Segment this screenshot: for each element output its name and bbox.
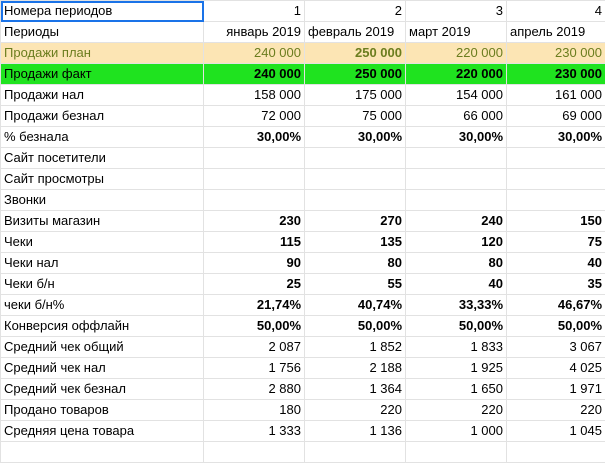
row-label[interactable]: Средний чек общий — [1, 337, 204, 358]
row-label[interactable]: Чеки нал — [1, 253, 204, 274]
table-cell[interactable]: 25 — [204, 274, 305, 295]
table-cell[interactable]: 90 — [204, 253, 305, 274]
table-row — [1, 379, 605, 400]
table-cell[interactable]: 46,67% — [507, 295, 605, 316]
table-cell[interactable] — [507, 148, 605, 169]
table-cell[interactable]: 240 000 — [204, 64, 305, 85]
empty-cell[interactable] — [204, 442, 305, 463]
table-cell[interactable]: 50,00% — [305, 316, 406, 337]
table-cell[interactable] — [305, 169, 406, 190]
row-label[interactable]: Чеки б/н — [1, 274, 204, 295]
table-cell[interactable] — [204, 169, 305, 190]
cell-period-number[interactable]: 3 — [406, 1, 507, 22]
row-label[interactable]: Продажи безнал — [1, 106, 204, 127]
table-row — [1, 85, 605, 106]
table-cell[interactable]: 230 000 — [507, 64, 605, 85]
row-label[interactable]: Сайт посетители — [1, 148, 204, 169]
table-cell[interactable]: 2 087 — [204, 337, 305, 358]
empty-cell[interactable] — [1, 442, 204, 463]
table-cell[interactable] — [507, 169, 605, 190]
table-cell[interactable]: 50,00% — [507, 316, 605, 337]
table-row — [1, 190, 605, 211]
table-row — [1, 211, 605, 232]
table-cell[interactable]: 270 — [305, 211, 406, 232]
table-cell[interactable]: 75 000 — [305, 106, 406, 127]
table-cell[interactable] — [507, 190, 605, 211]
table-cell[interactable]: 69 000 — [507, 106, 605, 127]
table-row — [1, 358, 605, 379]
table-cell[interactable]: 3 067 — [507, 337, 605, 358]
table-row — [1, 106, 605, 127]
table-cell[interactable]: 66 000 — [406, 106, 507, 127]
table-cell[interactable]: 120 — [406, 232, 507, 253]
table-row — [1, 337, 605, 358]
row-label[interactable]: Продажи факт — [1, 64, 204, 85]
table-cell[interactable]: 1 833 — [406, 337, 507, 358]
table-row — [1, 253, 605, 274]
table-cell[interactable]: 80 — [305, 253, 406, 274]
table-cell[interactable]: 1 925 — [406, 358, 507, 379]
table-row — [1, 421, 605, 442]
table-cell[interactable]: 40 — [507, 253, 605, 274]
cell-periods-numbers-label[interactable]: Номера периодов — [1, 1, 204, 22]
table-cell[interactable]: 150 — [507, 211, 605, 232]
table-cell[interactable]: 220 000 — [406, 64, 507, 85]
table-cell[interactable]: 161 000 — [507, 85, 605, 106]
cell-month[interactable]: февраль 2019 — [305, 22, 406, 43]
table-cell[interactable]: 80 — [406, 253, 507, 274]
table-row — [1, 148, 605, 169]
cell-period-number[interactable]: 1 — [204, 1, 305, 22]
table-cell[interactable]: 250 000 — [305, 64, 406, 85]
table-cell[interactable]: 250 000 — [305, 43, 406, 64]
empty-cell[interactable] — [507, 442, 605, 463]
table-cell[interactable]: 1 364 — [305, 379, 406, 400]
cell-month[interactable]: март 2019 — [406, 22, 507, 43]
table-cell[interactable]: 55 — [305, 274, 406, 295]
table-cell[interactable] — [406, 148, 507, 169]
table-cell[interactable]: 230 — [204, 211, 305, 232]
row-sales-fact — [1, 64, 605, 85]
cell-month[interactable]: январь 2019 — [204, 22, 305, 43]
table-cell[interactable] — [406, 169, 507, 190]
table-cell[interactable]: 50,00% — [406, 316, 507, 337]
table-cell[interactable]: 135 — [305, 232, 406, 253]
table-cell[interactable] — [305, 148, 406, 169]
table-cell[interactable]: 220 — [305, 400, 406, 421]
table-cell[interactable]: 2 880 — [204, 379, 305, 400]
table-cell[interactable]: 115 — [204, 232, 305, 253]
row-sales-plan — [1, 43, 605, 64]
table-cell[interactable] — [204, 190, 305, 211]
cell-periods-label[interactable]: Периоды — [1, 22, 204, 43]
table-cell[interactable]: 220 — [406, 400, 507, 421]
table-cell[interactable]: 35 — [507, 274, 605, 295]
table-cell[interactable] — [204, 148, 305, 169]
table-cell[interactable]: 30,00% — [305, 127, 406, 148]
table-cell[interactable]: 2 188 — [305, 358, 406, 379]
table-cell[interactable]: 40 — [406, 274, 507, 295]
row-label[interactable]: Звонки — [1, 190, 204, 211]
row-label[interactable]: Сайт просмотры — [1, 169, 204, 190]
row-label[interactable]: Визиты магазин — [1, 211, 204, 232]
row-label[interactable]: % безнала — [1, 127, 204, 148]
empty-row — [1, 442, 605, 463]
table-cell[interactable]: 30,00% — [406, 127, 507, 148]
table-row — [1, 400, 605, 421]
table-cell[interactable]: 30,00% — [204, 127, 305, 148]
row-label[interactable]: чеки б/н% — [1, 295, 204, 316]
row-label[interactable]: Конверсия оффлайн — [1, 316, 204, 337]
table-cell[interactable]: 33,33% — [406, 295, 507, 316]
empty-cell[interactable] — [406, 442, 507, 463]
table-cell[interactable]: 180 — [204, 400, 305, 421]
table-cell[interactable]: 1 971 — [507, 379, 605, 400]
table-cell[interactable]: 1 333 — [204, 421, 305, 442]
period-numbers-row — [1, 1, 605, 22]
table-cell[interactable]: 50,00% — [204, 316, 305, 337]
table-cell[interactable]: 40,74% — [305, 295, 406, 316]
row-label[interactable]: Чеки — [1, 232, 204, 253]
table-cell[interactable] — [406, 190, 507, 211]
table-cell[interactable]: 220 000 — [406, 43, 507, 64]
table-cell[interactable]: 158 000 — [204, 85, 305, 106]
table-cell[interactable]: 1 045 — [507, 421, 605, 442]
table-cell[interactable]: 72 000 — [204, 106, 305, 127]
table-cell[interactable] — [305, 190, 406, 211]
table-cell[interactable]: 240 — [406, 211, 507, 232]
table-cell[interactable]: 154 000 — [406, 85, 507, 106]
table-cell[interactable]: 4 025 — [507, 358, 605, 379]
row-label[interactable]: Средний чек безнал — [1, 379, 204, 400]
table-row — [1, 232, 605, 253]
cell-period-number[interactable]: 2 — [305, 1, 406, 22]
row-label[interactable]: Продано товаров — [1, 400, 204, 421]
row-label[interactable]: Средняя цена товара — [1, 421, 204, 442]
table-cell[interactable]: 230 000 — [507, 43, 605, 64]
cell-month[interactable]: апрель 2019 — [507, 22, 605, 43]
table-cell[interactable]: 30,00% — [507, 127, 605, 148]
table-row — [1, 274, 605, 295]
cell-period-number[interactable]: 4 — [507, 1, 605, 22]
row-label[interactable]: Продажи план — [1, 43, 204, 64]
table-cell[interactable]: 1 000 — [406, 421, 507, 442]
empty-cell[interactable] — [305, 442, 406, 463]
table-row — [1, 169, 605, 190]
table-cell[interactable]: 75 — [507, 232, 605, 253]
table-row — [1, 127, 605, 148]
table-cell[interactable]: 220 — [507, 400, 605, 421]
table-cell[interactable]: 175 000 — [305, 85, 406, 106]
row-label[interactable]: Продажи нал — [1, 85, 204, 106]
table-row — [1, 316, 605, 337]
periods-row — [1, 22, 605, 43]
table-cell[interactable]: 1 650 — [406, 379, 507, 400]
table-cell[interactable]: 21,74% — [204, 295, 305, 316]
table-row — [1, 295, 605, 316]
table-cell[interactable]: 1 852 — [305, 337, 406, 358]
table-cell[interactable]: 1 756 — [204, 358, 305, 379]
table-cell[interactable]: 1 136 — [305, 421, 406, 442]
row-label[interactable]: Средний чек нал — [1, 358, 204, 379]
table-cell[interactable]: 240 000 — [204, 43, 305, 64]
